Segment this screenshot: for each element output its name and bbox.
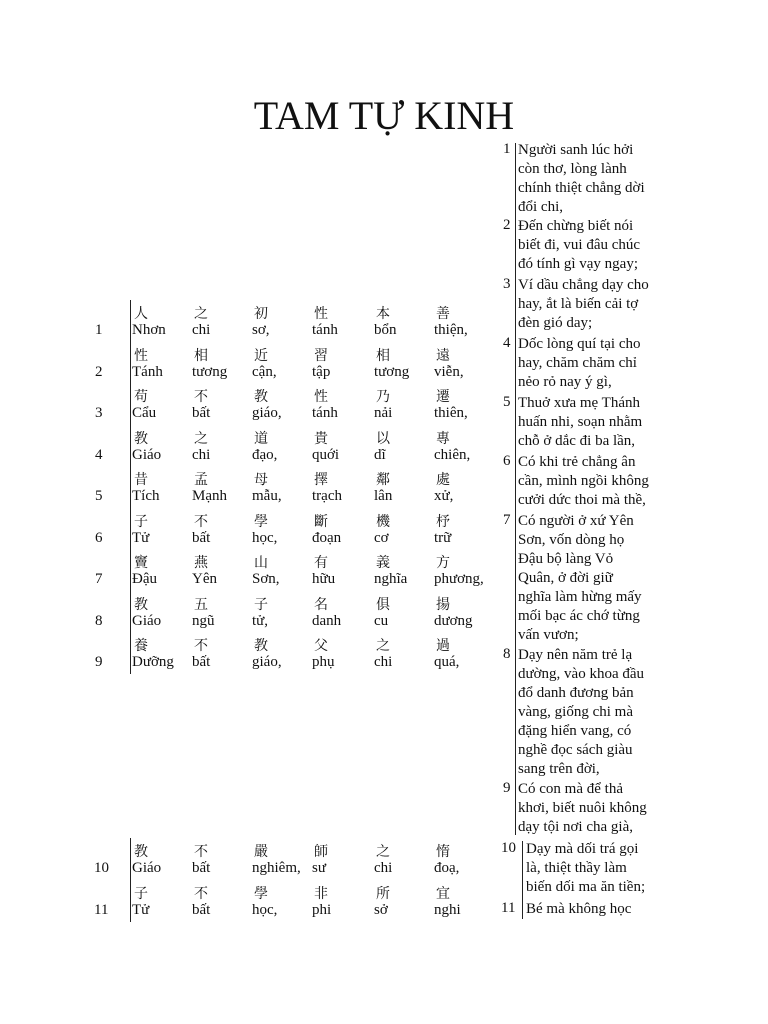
verse-text	[518, 394, 642, 451]
transliteration-word: phụ	[312, 654, 335, 670]
han-character: 教	[254, 389, 268, 405]
verse-number: 10	[501, 840, 516, 856]
transliteration-word: Cẩu	[132, 405, 157, 421]
transliteration-word: lân	[374, 488, 393, 504]
verse-line: Sơn, vốn dòng họ	[518, 532, 625, 548]
transliteration-word: quá,	[434, 654, 460, 670]
han-character: 過	[436, 638, 450, 654]
han-character: 學	[254, 885, 268, 902]
transliteration-word: xử,	[434, 488, 454, 504]
han-character: 貴	[314, 430, 328, 447]
verse-line: Người sanh lúc hởi	[518, 142, 634, 158]
transliteration-word: chi	[192, 322, 211, 338]
transliteration-word: Dưỡng	[132, 654, 174, 670]
verse-text	[526, 840, 645, 897]
verse-line: huấn nhi, soạn nhằm	[518, 414, 643, 430]
transliteration-word: Giáo	[132, 860, 162, 876]
transliteration-word: trạch	[312, 488, 342, 504]
line-number: 6	[95, 529, 103, 546]
transliteration-word: học,	[252, 901, 278, 918]
line-number: 3	[95, 405, 103, 421]
verse-line: nẻo rỏ nay ý gì,	[518, 374, 612, 390]
transliteration-word: giáo,	[252, 654, 282, 670]
verse-line: cưởi dức thoi mà thề,	[518, 492, 646, 508]
verse-number: 7	[503, 512, 511, 528]
han-character: 性	[314, 389, 328, 405]
verse-line: Ví dầu chẳng dạy cho	[518, 277, 649, 293]
transliteration-word: bất	[192, 901, 211, 918]
transliteration-word: phi	[312, 901, 332, 918]
transliteration-word: đoạ,	[434, 860, 460, 876]
transliteration-word: mẫu,	[252, 488, 282, 504]
transliteration-word: cu	[374, 612, 389, 629]
transliteration-word: nghiêm,	[252, 860, 301, 876]
han-character: 子	[254, 596, 268, 613]
transliteration-word: nghi	[434, 901, 461, 918]
han-character: 教	[134, 430, 148, 447]
verse-line: đó tính gì vạy ngay;	[518, 256, 638, 272]
han-character: 習	[314, 347, 328, 364]
han-character: 所	[376, 885, 390, 902]
han-character: 子	[134, 885, 148, 902]
han-character: 教	[134, 596, 148, 613]
han-character: 斷	[314, 513, 328, 530]
line-number: 8	[95, 612, 103, 629]
transliteration-word: chiên,	[434, 446, 471, 463]
transliteration-word: Tích	[132, 488, 160, 504]
verse-line: Thuở xưa mẹ Thánh	[518, 395, 641, 411]
transliteration-word: tử,	[252, 612, 269, 629]
page-title: TAM TỰ KINH	[253, 93, 515, 138]
han-character: 善	[436, 306, 450, 322]
han-character: 專	[436, 430, 450, 447]
verse-line: mối bạc ác chớ từng	[518, 608, 640, 624]
verse-line: khơi, biết nuôi không	[518, 800, 647, 816]
line-number: 2	[95, 363, 103, 380]
verse-number: 6	[503, 453, 511, 469]
han-character: 處	[436, 472, 450, 488]
han-character: 子	[134, 513, 148, 530]
han-character: 不	[194, 885, 208, 902]
transliteration-word: bất	[192, 405, 211, 421]
verse-text	[518, 335, 640, 392]
han-character: 相	[376, 347, 390, 364]
verse-line: vấn vươn;	[518, 627, 579, 643]
verse-line: Dạy nên năm trẻ lạ	[518, 647, 633, 663]
han-character: 相	[194, 347, 208, 364]
han-character: 嚴	[254, 844, 268, 860]
transliteration-word: Sơn,	[252, 571, 280, 587]
transliteration-word: thiện,	[434, 322, 468, 338]
verse-line: cần, mình ngồi không	[518, 473, 649, 489]
transliteration-word: giáo,	[252, 405, 282, 421]
han-character: 不	[194, 513, 208, 530]
han-character: 義	[376, 555, 390, 571]
han-character: 擇	[314, 472, 328, 488]
han-character: 宜	[436, 885, 450, 902]
han-character: 教	[254, 638, 268, 654]
transliteration-word: tập	[312, 363, 331, 380]
transliteration-word: Đậu	[132, 571, 157, 587]
transliteration-word: Tánh	[132, 363, 163, 380]
verse-line: Có người ở xứ Yên	[518, 513, 634, 529]
han-character: 非	[314, 885, 328, 902]
verse-line: hay, chăm chăm chỉ	[518, 355, 637, 371]
verse-text	[518, 512, 642, 645]
verse-text	[518, 276, 649, 333]
han-character: 不	[194, 844, 208, 860]
verse-line: còn thơ, lòng lành	[518, 161, 627, 177]
transliteration-word: tánh	[312, 405, 338, 421]
verse-line: là, thiệt thầy làm	[526, 860, 627, 876]
verse-number: 11	[501, 900, 516, 916]
line-number: 5	[95, 488, 103, 504]
verse-line: biến dối ma ăn tiền;	[526, 879, 646, 895]
transliteration-word: đoạn	[312, 529, 342, 546]
transliteration-word: Nhơn	[132, 322, 166, 338]
transliteration-word: Giáo	[132, 446, 162, 463]
verse-line: dường, vào khoa đầu	[518, 666, 645, 682]
han-character: 母	[254, 472, 268, 488]
verse-line: Bé mà không học	[526, 901, 632, 917]
han-character: 乃	[376, 389, 390, 405]
verse-line: đặng hiển vang, có	[518, 723, 632, 739]
han-character: 方	[436, 555, 450, 571]
verse-line: Có con mà để thả	[518, 781, 623, 797]
transliteration-word: ngũ	[192, 612, 215, 629]
line-number: 9	[95, 654, 103, 670]
verse-text	[518, 780, 647, 837]
transliteration-word: tương	[192, 363, 228, 380]
verse-line: Có khi trẻ chẳng ân	[518, 454, 636, 470]
line-number: 1	[95, 322, 103, 338]
han-character: 不	[194, 638, 208, 654]
transliteration-word: sơ,	[252, 322, 270, 338]
verse-line: nghề đọc sách giàu	[518, 742, 633, 758]
transliteration-word: dĩ	[374, 446, 386, 463]
han-character: 近	[254, 347, 268, 364]
transliteration-word: sở	[374, 901, 388, 918]
han-character: 養	[134, 638, 148, 654]
verse-line: vàng, giống chi mà	[518, 704, 633, 720]
right-divider-1	[515, 143, 516, 835]
transliteration-word: tương	[374, 363, 410, 380]
transliteration-word: học,	[252, 529, 278, 546]
han-character: 父	[314, 638, 328, 654]
han-character: 苟	[134, 389, 148, 405]
verse-line: nghĩa làm hừng mấy	[518, 589, 642, 605]
verse-number: 3	[503, 276, 511, 292]
line-number: 11	[94, 901, 109, 918]
line-number: 4	[95, 446, 103, 463]
verse-line: đổi chi,	[518, 199, 563, 215]
han-character: 之	[194, 430, 208, 447]
han-character: 性	[314, 306, 328, 322]
verse-line: Dạy mà dối trá gọi	[526, 841, 639, 857]
han-character: 有	[314, 555, 328, 571]
verse-line: Quân, ở đời giữ	[518, 570, 613, 586]
verse-line: đổ danh đương bản	[518, 685, 634, 701]
verse-line: dạy tội nơi cha già,	[518, 819, 633, 835]
han-character: 師	[314, 844, 328, 860]
transliteration-word: nải	[374, 405, 393, 421]
transliteration-word: bất	[192, 529, 211, 546]
transliteration-word: Mạnh	[192, 488, 227, 504]
han-character: 俱	[376, 596, 390, 613]
transliteration-word: Tử	[132, 529, 150, 546]
transliteration-word: trữ	[434, 529, 452, 546]
han-character: 以	[376, 430, 390, 447]
left-divider-2	[130, 838, 131, 922]
han-character: 燕	[194, 555, 208, 571]
verse-number: 5	[503, 394, 511, 410]
han-character: 遠	[436, 347, 450, 364]
transliteration-word: sư	[312, 860, 326, 876]
han-character: 山	[254, 555, 268, 571]
han-character: 學	[254, 513, 268, 530]
transliteration-word: cận,	[252, 363, 277, 380]
verse-number: 8	[503, 646, 511, 662]
han-character: 初	[254, 306, 268, 322]
han-character: 道	[254, 430, 268, 447]
transliteration-word: Yên	[192, 571, 217, 587]
han-character: 之	[194, 306, 208, 322]
han-character: 惰	[436, 844, 450, 860]
transliteration-word: chi	[374, 860, 393, 876]
han-character: 揚	[436, 596, 450, 613]
verse-number: 1	[503, 141, 511, 157]
verse-number: 9	[503, 780, 511, 796]
verse-text	[518, 646, 644, 779]
verse-text	[518, 141, 645, 217]
verse-line: biết đi, vui đâu chúc	[518, 237, 641, 253]
verse-line: Dốc lòng quí tại cho	[518, 336, 641, 352]
line-number: 7	[95, 571, 103, 587]
han-character: 之	[376, 638, 390, 654]
verse-number: 2	[503, 217, 511, 233]
han-character: 性	[134, 347, 148, 364]
han-character: 孟	[194, 472, 208, 488]
han-character: 五	[194, 596, 208, 613]
transliteration-word: viễn,	[434, 363, 464, 380]
left-divider-1	[130, 300, 131, 674]
transliteration-word: quới	[312, 446, 340, 463]
han-character: 杼	[436, 513, 450, 530]
transliteration-word: chi	[192, 446, 211, 463]
han-character: 本	[376, 306, 390, 322]
transliteration-word: bất	[192, 860, 211, 876]
han-character: 竇	[134, 555, 148, 571]
han-character: 鄰	[376, 472, 390, 488]
verse-line: Đậu bộ làng Vỏ	[518, 551, 614, 567]
transliteration-word: nghĩa	[374, 571, 408, 587]
verse-line: Đến chừng biết nói	[518, 218, 634, 234]
transliteration-word: đạo,	[252, 446, 278, 463]
han-character: 教	[134, 844, 148, 860]
transliteration-word: tánh	[312, 322, 338, 338]
line-number: 10	[94, 860, 109, 876]
verse-line: sang trên đời,	[518, 761, 600, 777]
verse-line: đèn gió day;	[518, 315, 593, 331]
verse-text	[518, 453, 649, 510]
transliteration-word: cơ	[374, 529, 389, 546]
han-character: 之	[376, 844, 390, 860]
transliteration-word: hữu	[312, 571, 336, 587]
transliteration-word: bổn	[374, 322, 397, 338]
verse-text	[526, 900, 631, 919]
han-character: 名	[314, 596, 328, 613]
han-character: 昔	[134, 472, 148, 488]
verse-line: chỗ ở dắc đi ba lần,	[518, 433, 636, 449]
verse-line: chính thiệt chẳng dời	[518, 180, 645, 196]
verse-line: hay, ắt là biến cải tợ	[518, 296, 639, 312]
verse-number: 4	[503, 335, 511, 351]
transliteration-word: Giáo	[132, 612, 162, 629]
verse-text	[518, 217, 640, 274]
transliteration-word: chi	[374, 654, 393, 670]
right-divider-2	[522, 841, 523, 919]
transliteration-word: danh	[312, 612, 342, 629]
han-character: 遷	[436, 389, 450, 405]
transliteration-word: dương	[434, 612, 473, 629]
transliteration-word: Tử	[132, 901, 150, 918]
transliteration-word: thiên,	[434, 405, 468, 421]
han-character: 人	[134, 306, 148, 322]
han-character: 不	[194, 389, 208, 405]
transliteration-word: bất	[192, 654, 211, 670]
han-character: 機	[376, 513, 390, 530]
transliteration-word: phương,	[434, 571, 484, 587]
